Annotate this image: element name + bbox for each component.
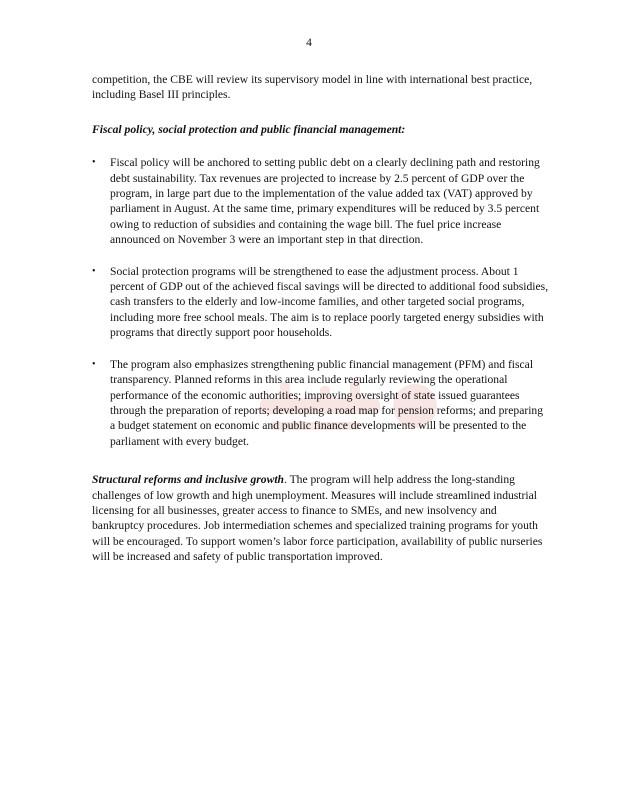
intro-paragraph: competition, the CBE will review its supervisory model in line with international best practice, including Basel III principles. (92, 73, 533, 102)
bullet-text: Social protection programs will be strengthened to ease the adjustment process. About 1 percent of GDP out of the achieved fiscal savings will be directed to additional food subsidies, cash transfers to the elderly and low-income families, and other targeted social programs, including more free school meals. The aim is to replace poorly targeted energy subsidies with programs that directly support poor households. (110, 264, 549, 340)
fiscal-section-heading: Fiscal policy, social protection and public financial management: (92, 122, 406, 136)
bullet-icon: • (92, 265, 96, 277)
bullet-icon: • (92, 157, 96, 169)
bullet-text: The program also emphasizes strengthening public financial management (PFM) and fiscal transparency. Planned reforms in this area include regularly reviewing the operational performance of the economic authorities; improving oversight of state issued guarantees through the preparation of reports; developing a road map for pension reforms; and preparing a budget statement on economic and public finance developments will be presented to the parliament with every budget. (110, 357, 544, 448)
structural-paragraph (92, 472, 550, 564)
list-item (92, 264, 550, 341)
bullet-icon: • (92, 358, 96, 370)
document-body (92, 72, 550, 565)
fiscal-bullet-list (92, 155, 550, 449)
structural-text: . The program will help address the long-standing challenges of low growth and high unemployment. Measures will include streamlined industrial licensing for all businesses, greater access to finance to SMEs, and new insolvency and bankruptcy procedures. Job intermediation schemes and specialized training programs for youth will be encouraged. To support women’s labor force participation, availability of public nurseries will be increased and safety of public transportation improved. (92, 473, 543, 564)
list-item (92, 357, 550, 449)
list-item (92, 155, 550, 247)
page-number: 4 (306, 37, 312, 49)
bullet-text: Fiscal policy will be anchored to setting public debt on a clearly declining path and restoring debt sustainability. Tax revenues are projected to increase by 2.5 percent of GDP over the program, in large part due to the implementation of the value added tax (VAT) approved by parliament in August. At the same time, primary expenditures will be reduced by 3.5 percent owing to reduction of subsidies and containing the wage bill. The fuel price increase announced on November 3 were an important step in that direction. (110, 156, 540, 247)
structural-lead: Structural reforms and inclusive growth (92, 473, 284, 487)
